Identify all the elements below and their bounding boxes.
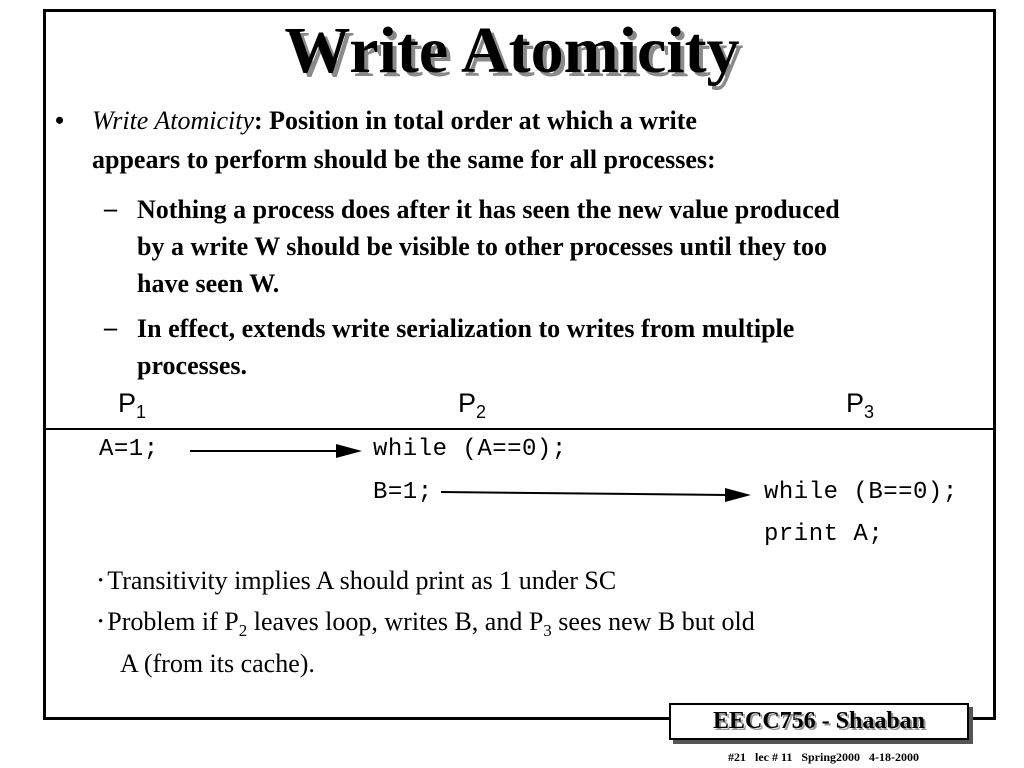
sub2-line2: processes.	[137, 351, 248, 380]
code-p2-write-b: B=1;	[373, 479, 433, 506]
note-problem-line2: A (from its cache).	[120, 649, 315, 678]
slide-title: Write Atomicity	[284, 14, 740, 87]
bullet1-line2: appears to perform should be the same for all processes:	[92, 145, 716, 174]
bullet1-line1	[92, 105, 697, 136]
term-write-atomicity: Write Atomicity	[92, 106, 254, 135]
note-problem: • Problem if $P_2$ leaves loop, writes B, and $P_3$ sees new B but old	[98, 607, 755, 640]
sub1-line1: Nothing a process does after it has seen the new value produced	[137, 195, 840, 224]
process-label-p3: $P_3$	[846, 388, 875, 422]
code-p3-print-a: print A;	[764, 521, 884, 548]
sub1-line3: have seen W.	[137, 269, 280, 298]
section-divider	[43, 428, 996, 430]
course-badge	[669, 703, 969, 740]
term-colon: :	[254, 106, 263, 135]
code-p2-while-a: while (A==0);	[373, 436, 567, 463]
note-transitivity: • Transitivity implies A should print as 1 under SC	[98, 566, 617, 595]
sub1-marker: –	[104, 194, 117, 223]
sub1-line2: by a write W should be visible to other processes until they too	[137, 232, 828, 261]
process-label-p1: $P_1$	[118, 388, 147, 422]
course-label: EECC756 - Shaaban	[712, 708, 926, 734]
bullet1-text: Position in total order at which a write	[262, 106, 697, 135]
slide-footnote: #21 lec # 11 Spring2000 4-18-2000	[728, 750, 919, 764]
code-p3-while-b: while (B==0);	[764, 479, 958, 506]
process-label-p2: $P_2$	[458, 388, 487, 422]
sub2-marker: –	[104, 313, 117, 342]
sub2-line1: In effect, extends write serialization to writes from multiple	[137, 314, 795, 343]
bullet-marker: •	[55, 106, 65, 135]
code-p1-write-a: A=1;	[99, 436, 159, 463]
